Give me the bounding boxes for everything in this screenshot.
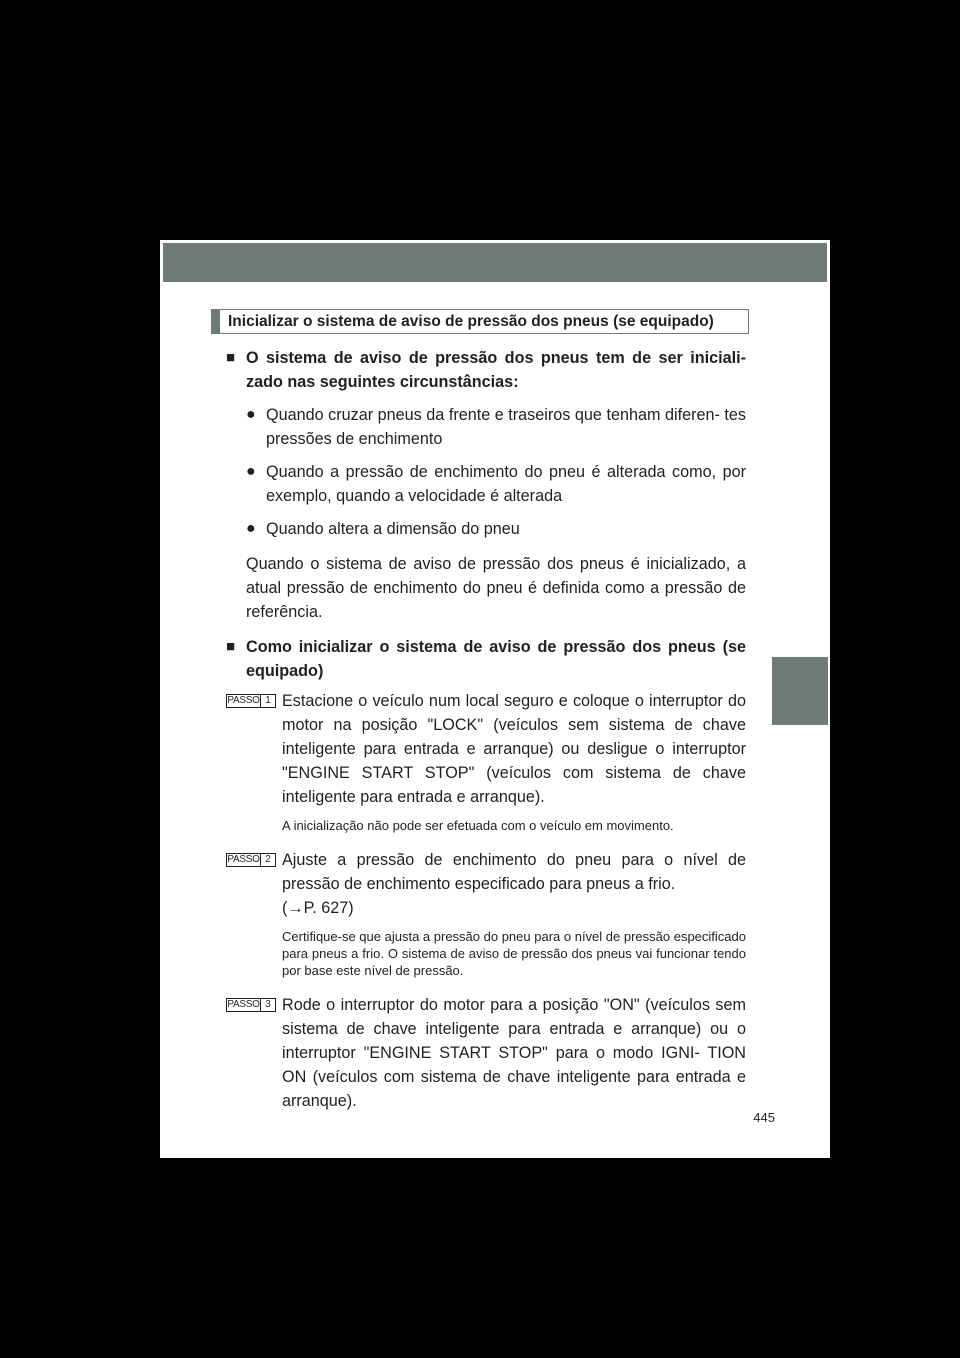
step-badge-label: PASSO bbox=[227, 854, 260, 865]
circle-bullet-icon: ● bbox=[246, 406, 256, 423]
step-text: Rode o interruptor do motor para a posição "ON" (veículos sem sistema de chave inteligente para entrada e arranque) ou o interruptor "ENGINE START STOP" para o modo IGNI- TION ON (veículos com sistema de chave inteligente para entrada e arranque). bbox=[282, 996, 746, 1110]
step-note: Certifique-se que ajusta a pressão do pneu para o nível de pressão especificado para pneus a frio. O sistema de aviso de pressão dos pneus vai funcionar tendo por base este nível de pressão. bbox=[282, 929, 746, 978]
step-badge-number: 2 bbox=[260, 854, 275, 866]
page-number: 445 bbox=[753, 1110, 775, 1125]
subheading-circumstances bbox=[226, 346, 746, 394]
section-title-marker bbox=[212, 310, 220, 333]
section-title-box bbox=[211, 309, 749, 334]
list-item bbox=[246, 403, 746, 451]
step-badge bbox=[226, 998, 276, 1012]
step-1 bbox=[225, 689, 746, 842]
step-badge-label: PASSO bbox=[227, 695, 260, 706]
list-item-text: Quando cruzar pneus da frente e traseiros que tenham diferen- tes pressões de enchimento bbox=[266, 406, 746, 448]
content-body bbox=[226, 346, 746, 1113]
list-item-text: Quando a pressão de enchimento do pneu é alterada como, por exemplo, quando a velocidade é alterada bbox=[266, 463, 746, 505]
section-title: Inicializar o sistema de aviso de pressão dos pneus (se equipado) bbox=[228, 312, 714, 330]
step-badge bbox=[226, 694, 276, 708]
chapter-tab bbox=[772, 657, 828, 725]
subheading-how-to bbox=[226, 635, 746, 683]
page-header-bar bbox=[163, 243, 827, 282]
step-body bbox=[282, 848, 746, 987]
list-item bbox=[246, 460, 746, 508]
step-body bbox=[282, 689, 746, 842]
step-note: A inicialização não pode ser efetuada com o veículo em movimento. bbox=[282, 818, 674, 833]
step-3 bbox=[225, 993, 746, 1113]
list-item-text: Quando altera a dimensão do pneu bbox=[266, 520, 520, 538]
step-badge-number: 1 bbox=[260, 695, 275, 707]
square-bullet-icon: ■ bbox=[226, 638, 236, 655]
step-badge bbox=[226, 853, 276, 867]
step-badge-label: PASSO bbox=[227, 999, 260, 1010]
step-text: Ajuste a pressão de enchimento do pneu para o nível de pressão de enchimento especificado para pneus a frio. bbox=[282, 851, 746, 893]
square-bullet-icon: ■ bbox=[226, 349, 236, 366]
step-2 bbox=[225, 848, 746, 987]
page-reference: (→P. 627) bbox=[282, 899, 354, 917]
subheading-text: O sistema de aviso de pressão dos pneus tem de ser iniciali- zado nas seguintes circunstâncias: bbox=[246, 349, 746, 391]
step-text: Estacione o veículo num local seguro e coloque o interruptor do motor na posição "LOCK" (veículos sem sistema de chave inteligente para entrada e arranque) ou desligue o interruptor "ENGINE START STOP" (veículos com sistema de chave inteligente para entrada e arranque). bbox=[282, 692, 746, 806]
subheading-text: Como inicializar o sistema de aviso de pressão dos pneus (se equipado) bbox=[246, 638, 746, 680]
step-badge-number: 3 bbox=[260, 999, 275, 1011]
circle-bullet-icon: ● bbox=[246, 520, 256, 537]
chapter-label: Cuidados e manutenção bbox=[785, 733, 800, 879]
step-body bbox=[282, 993, 746, 1113]
info-paragraph: Quando o sistema de aviso de pressão dos pneus é inicializado, a atual pressão de enchimento do pneu é definida como a pressão de referência. bbox=[246, 555, 746, 621]
circle-bullet-icon: ● bbox=[246, 463, 256, 480]
chapter-number: 4 bbox=[796, 608, 804, 623]
list-item bbox=[246, 517, 746, 541]
